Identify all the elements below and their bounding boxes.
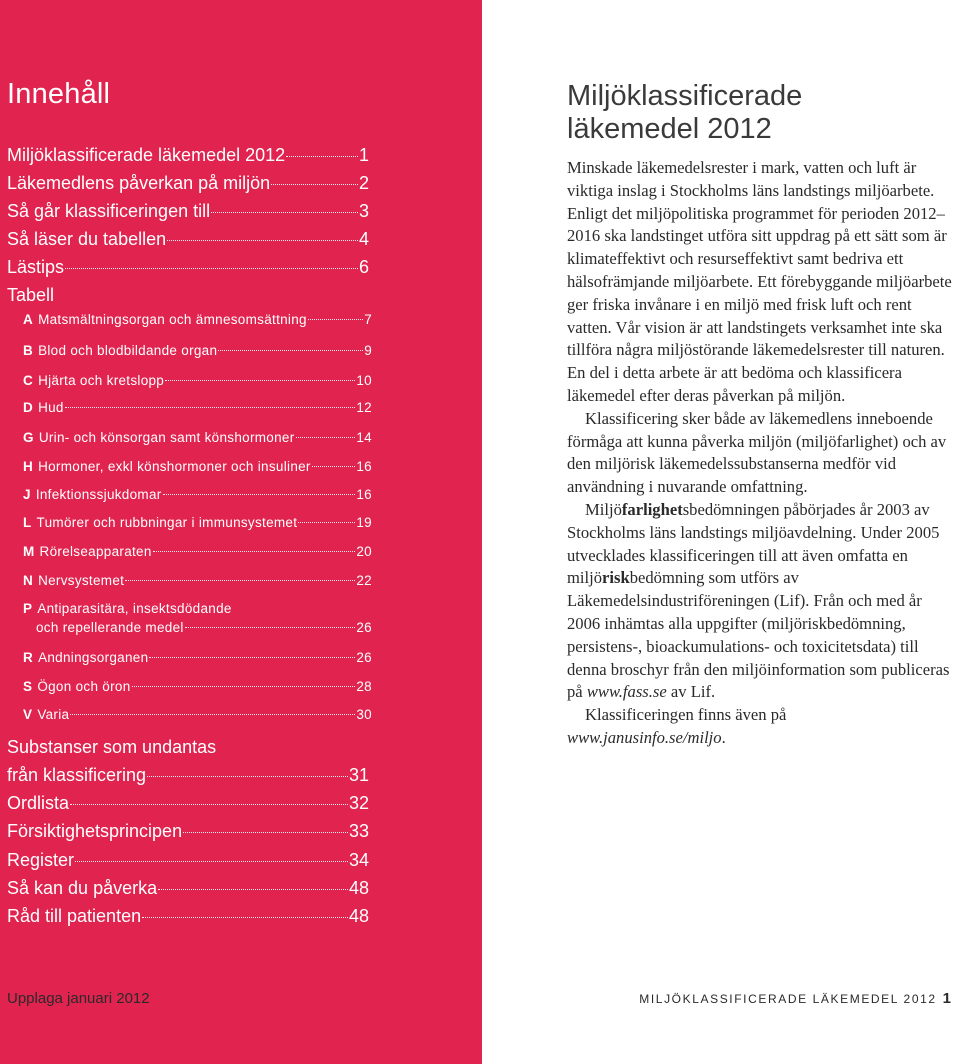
chapter-letter: N <box>23 573 34 588</box>
toc-entry-page: 22 <box>356 573 372 588</box>
chapter-letter: H <box>23 459 34 474</box>
toc-entry-page: 34 <box>348 850 369 870</box>
leader-dots <box>75 861 348 862</box>
leader-dots <box>158 889 348 890</box>
toc-entry-label: Nervsystemet <box>38 573 125 588</box>
toc-entry-page: 1 <box>358 145 369 165</box>
toc-entry-label: Råd till patienten <box>7 906 142 926</box>
bold-term: farlighet <box>621 499 683 519</box>
toc-entry-page: 19 <box>356 515 372 530</box>
toc-entry[interactable] <box>23 679 372 694</box>
toc-entry[interactable] <box>23 312 372 327</box>
chapter-letter: G <box>23 430 34 445</box>
leader-dots <box>65 407 356 408</box>
toc-entry-page: 6 <box>358 257 369 277</box>
toc-title: Innehåll <box>7 78 111 110</box>
toc-entry-label: Hud <box>38 400 64 415</box>
chapter-letter: V <box>23 707 33 722</box>
toc-entry[interactable] <box>23 343 372 358</box>
toc-entry-label-continued: och repellerande medel <box>36 620 184 635</box>
toc-entry-label: Blod och blodbildande organ <box>38 343 218 358</box>
toc-entry-page: 31 <box>348 765 369 785</box>
text-run: . <box>721 727 726 747</box>
toc-entry-page: 26 <box>356 650 372 665</box>
toc-entry[interactable] <box>23 620 372 635</box>
toc-entry-label: Ögon och öron <box>37 679 131 694</box>
toc-entry-label: Urin- och könsorgan samt könshormoner <box>38 430 295 445</box>
leader-dots <box>142 917 348 918</box>
chapter-letter: C <box>23 373 34 388</box>
tabell-heading: Tabell <box>7 285 55 305</box>
toc-entry-label: Hormoner, exkl könshormoner och insuliner <box>38 459 311 474</box>
article-title-line-2: läkemedel 2012 <box>567 113 772 145</box>
article-title-line-1: Miljöklassificerade <box>567 80 803 112</box>
toc-entry[interactable] <box>23 573 372 588</box>
toc-entry[interactable] <box>7 173 369 194</box>
leader-dots <box>183 832 348 833</box>
text-run: Miljö <box>585 499 622 519</box>
leader-dots <box>271 184 358 185</box>
leader-dots <box>65 268 358 269</box>
toc-entry[interactable] <box>7 145 369 166</box>
chapter-letter: B <box>23 343 34 358</box>
leader-dots <box>163 494 356 495</box>
toc-entry-label: Så går klassificeringen till <box>7 201 211 221</box>
article-body <box>567 157 959 750</box>
toc-entry-page: 7 <box>364 312 372 327</box>
toc-entry[interactable] <box>23 430 372 445</box>
toc-entry-page: 12 <box>356 400 372 415</box>
toc-entry-page: 26 <box>356 620 372 635</box>
leader-dots <box>70 804 348 805</box>
text-run: sbedömningen påbörjades år 2003 av Stockholms läns landstings miljöavdelning. Under 2005 utvecklades klassificeringen till att även omfatta en miljö <box>567 499 940 588</box>
toc-entry-label: Register <box>7 850 75 870</box>
toc-entry-label: Miljöklassificerade läkemedel 2012 <box>7 145 286 165</box>
text-run: Klassificeringen finns även på <box>585 705 787 725</box>
toc-entry[interactable] <box>7 878 369 899</box>
toc-entry-label: Andningsorganen <box>38 650 149 665</box>
paragraph: Klassificering sker både av läkemedlens inneboende förmåga att kunna påverka miljön (miljöfarlighet) och av den miljörisk läkemedelssubstanserna medför vid användning i nuvarande omfattning. <box>567 408 947 497</box>
leader-dots <box>132 686 356 687</box>
leader-dots <box>312 466 356 467</box>
leader-dots <box>308 319 363 320</box>
leader-dots <box>296 437 356 438</box>
page-number: 1 <box>942 990 951 1007</box>
bold-term: risk <box>602 568 630 588</box>
toc-entry[interactable] <box>7 765 369 786</box>
toc-entry-page: 28 <box>356 679 372 694</box>
toc-entry-label: Ordlista <box>7 793 70 813</box>
paragraph <box>567 499 959 704</box>
toc-entry-page: 14 <box>356 430 372 445</box>
chapter-letter: R <box>23 650 34 665</box>
leader-dots <box>218 350 363 351</box>
chapter-letter: A <box>23 312 34 327</box>
running-title: MILJÖKLASSIFICERADE LÄKEMEDEL 2012 <box>639 992 937 1006</box>
toc-entry-page: 3 <box>358 201 369 221</box>
text-run: av Lif. <box>666 682 716 702</box>
toc-entry-page: 4 <box>358 229 369 249</box>
toc-entry[interactable] <box>7 821 369 842</box>
article-title <box>567 80 947 146</box>
toc-entry[interactable] <box>23 707 372 722</box>
toc-entry-page: 48 <box>348 878 369 898</box>
toc-entry-page: 30 <box>356 707 372 722</box>
chapter-letter: L <box>23 515 32 530</box>
toc-entry-label: Infektionssjukdomar <box>35 487 162 502</box>
toc-entry-page: 16 <box>356 459 372 474</box>
toc-entry-page: 33 <box>348 821 369 841</box>
fass-link[interactable]: www.fass.se <box>586 682 667 702</box>
toc-entry[interactable] <box>23 459 372 474</box>
chapter-letter: M <box>23 544 35 559</box>
leader-dots <box>286 156 358 157</box>
paragraph: Minskade läkemedelsrester i mark, vatten och luft är viktiga inslag i Stockholms läns landstings miljöarbete. Enligt det miljöpolitiska programmet för perioden 2012–2016 ska landstinget utföra sitt uppdrag på ett sätt som är klimateffektivt och resurseffektivt samt bedriva ett hälsofrämjande miljöarbete. Ett förebyggande miljöarbete ger friska invånare i en miljö med frisk luft och rent vatten. Vår vision är att landstingets verksamhet inte ska tillföra några miljöstörande läkemedelsrester till naturen. En del i detta arbete är att bedöma och klassificera läkemedel efter deras påverkan på miljön. <box>567 158 952 405</box>
toc-entry-first-line[interactable] <box>23 601 232 616</box>
toc-entry[interactable] <box>7 229 369 250</box>
toc-entry-page: 48 <box>348 906 369 926</box>
toc-entry-label: Varia <box>37 707 70 722</box>
toc-entry-label: Hjärta och kretslopp <box>38 373 165 388</box>
toc-entry[interactable] <box>23 400 372 415</box>
toc-entry[interactable] <box>23 487 372 502</box>
toc-entry-label: Så läser du tabellen <box>7 229 167 249</box>
toc-section-heading <box>7 285 369 306</box>
toc-entry-page: 16 <box>356 487 372 502</box>
toc-entry-label: Så kan du påverka <box>7 878 158 898</box>
chapter-letter: P <box>23 601 33 616</box>
chapter-letter: D <box>23 400 34 415</box>
leader-dots <box>70 714 355 715</box>
toc-entry[interactable] <box>23 373 372 388</box>
toc-entry-first-line[interactable] <box>7 737 369 758</box>
toc-entry-label: Läkemedlens påverkan på miljön <box>7 173 271 193</box>
toc-entry-page: 32 <box>348 793 369 813</box>
toc-entry-label: från klassificering <box>7 765 147 785</box>
toc-entry-label: Rörelseapparaten <box>39 544 152 559</box>
toc-entry-label: Lästips <box>7 257 65 277</box>
toc-entry[interactable] <box>7 201 369 222</box>
text-run: bedömning som utförs av Läkemedelsindustriföreningen (Lif). Från och med år 2006 inhämtas alla uppgifter (miljöriskbedömning, persistens-, bioackumulations- och toxicitetsdata) till denna broschyr från den miljöinformation som publiceras på <box>567 568 950 702</box>
leader-dots <box>165 380 355 381</box>
toc-entry-page: 10 <box>356 373 372 388</box>
toc-entry[interactable] <box>7 793 369 814</box>
leader-dots <box>185 627 356 628</box>
chapter-letter: J <box>23 487 31 502</box>
running-footer <box>639 990 951 1007</box>
toc-entry-label: Substanser som undantas <box>7 737 217 757</box>
toc-entry-page: 2 <box>358 173 369 193</box>
paragraph <box>567 704 959 750</box>
toc-entry-label: Matsmältningsorgan och ämnesomsättning <box>38 312 307 327</box>
leader-dots <box>125 580 355 581</box>
toc-entry-page: 20 <box>356 544 372 559</box>
toc-entry[interactable] <box>7 906 369 927</box>
toc-entry-page: 9 <box>364 343 372 358</box>
leader-dots <box>211 212 358 213</box>
edition-note: Upplaga januari 2012 <box>7 990 150 1007</box>
toc-entry[interactable] <box>7 257 369 278</box>
toc-entry[interactable] <box>23 515 372 530</box>
leader-dots <box>167 240 358 241</box>
toc-entry[interactable] <box>7 850 369 871</box>
leader-dots <box>298 522 355 523</box>
leader-dots <box>153 551 356 552</box>
janusinfo-link[interactable]: www.janusinfo.se/miljo <box>567 727 722 747</box>
toc-entry-label: Tumörer och rubbningar i immunsystemet <box>36 515 298 530</box>
toc-entry[interactable] <box>23 544 372 559</box>
toc-entry-label: Försiktighetsprincipen <box>7 821 183 841</box>
leader-dots <box>147 776 348 777</box>
toc-entry-label: Antiparasitära, insektsdödande <box>37 601 232 616</box>
toc-entry[interactable] <box>23 650 372 665</box>
leader-dots <box>149 657 355 658</box>
chapter-letter: S <box>23 679 33 694</box>
